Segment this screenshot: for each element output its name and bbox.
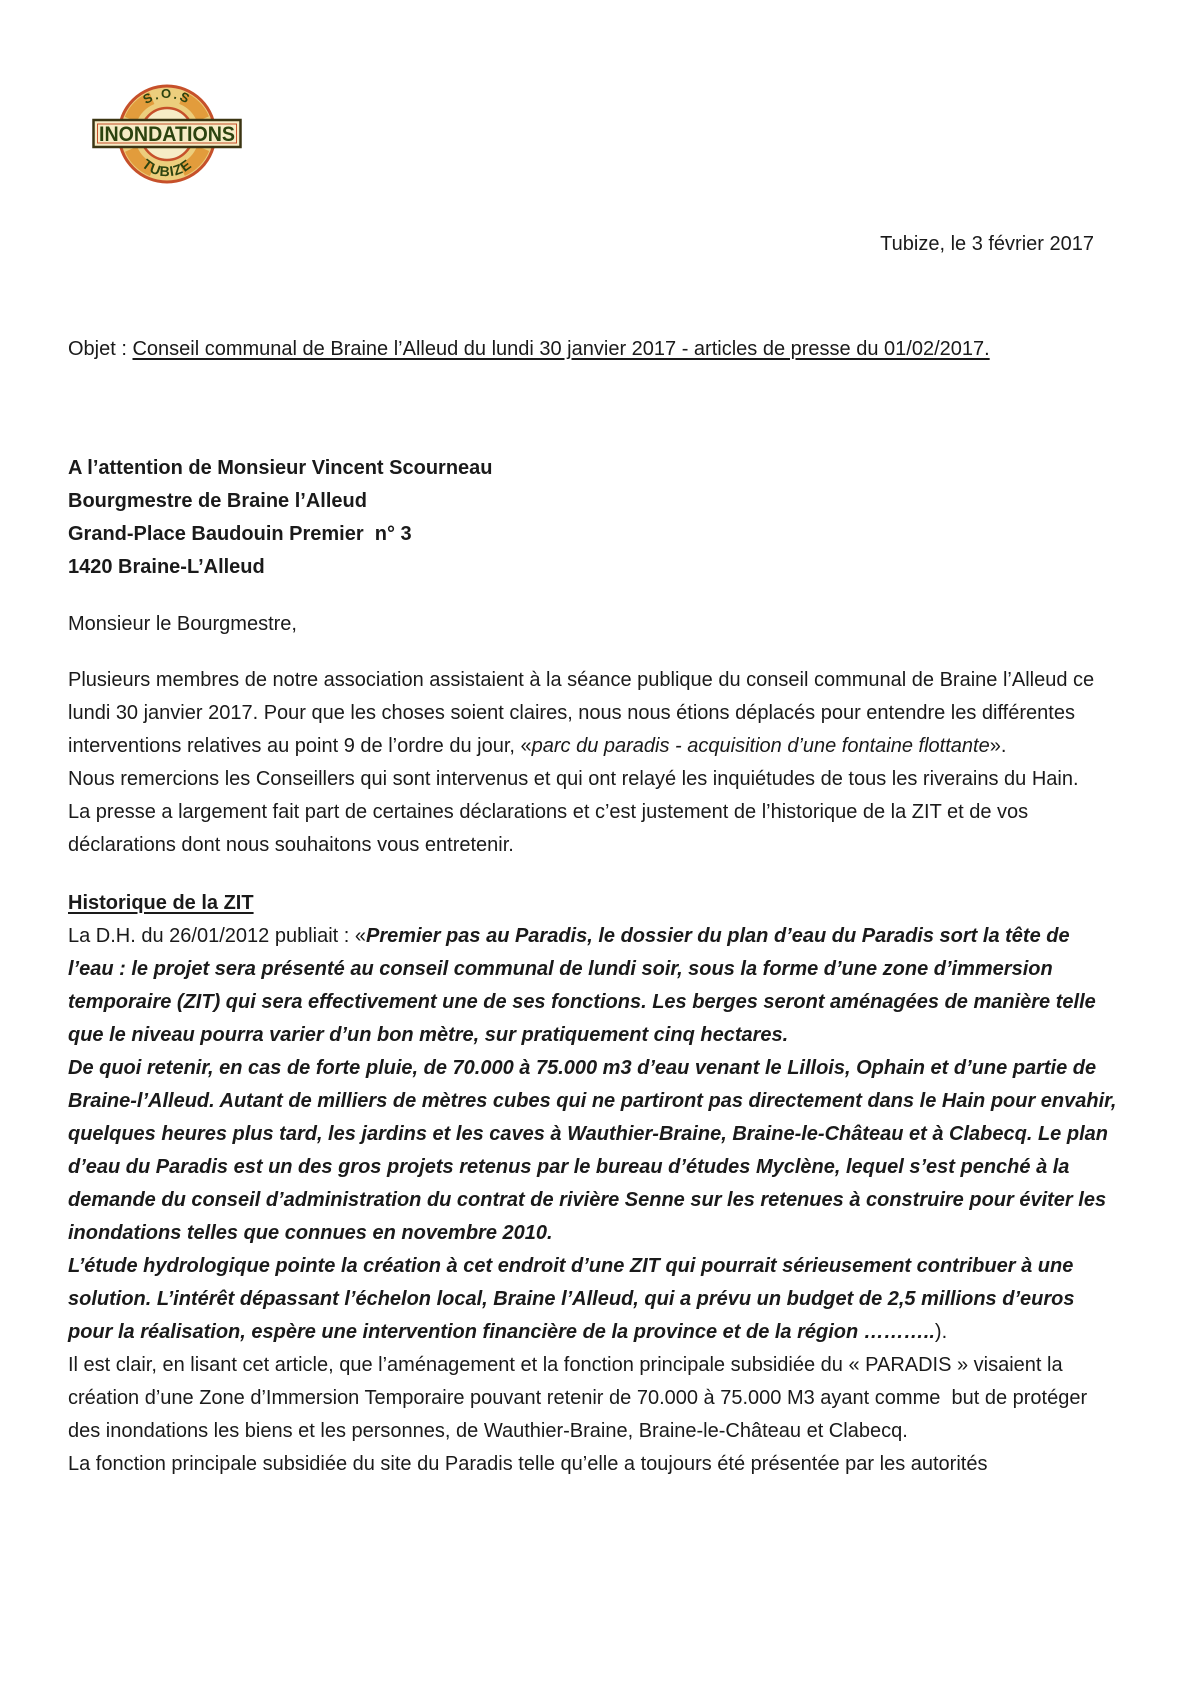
recipient-line: Bourgmestre de Braine l’Alleud [68,490,367,512]
subject-line [68,333,1120,366]
body-paragraph [68,763,1120,796]
text-run: Premier pas au Paradis, le dossier du plan d’eau du Paradis sort la tête de l’eau : le projet sera présenté au conseil communal de lundi soir, sous la forme d’une zone d’immersion temporaire (ZIT) qui sera effectivement une de ses fonctions. Les berges seront aménagées de manière telle que le niveau pourra varier d’un bon mètre, sur pratiquement cinq hectares. [68,925,1102,1046]
text-run: Il est clair, en lisant cet article, que l’aménagement et la fonction principale subsidiée du « PARADIS » visaient la création d’une Zone d’Immersion Temporaire pouvant retenir de 70.000 à 75.000 M3 ayant comme but de protéger des inondations les biens et les personnes, de Wauthier-Braine, Braine-le-Château et Clabecq. [68,1354,1093,1442]
body-paragraph [68,1052,1120,1250]
date-line: Tubize, le 3 février 2017 [880,233,1094,255]
logo-bottom-text: TUBIZE [139,155,195,180]
logo-banner-text: INONDATIONS [99,123,235,146]
salutation: Monsieur le Bourgmestre, [68,613,297,635]
letter-content [68,0,1120,1481]
recipient-line: Grand-Place Baudouin Premier n° 3 [68,523,412,545]
body-paragraph [68,1250,1120,1349]
text-run: Nous remercions les Conseillers qui sont intervenus et qui ont relayé les inquiétudes de tous les riverains du Hain. [68,768,1079,790]
body-paragraph [68,1448,1120,1481]
body-paragraph [68,920,1120,1052]
text-run: La D.H. du 26/01/2012 publiait : « [68,925,366,947]
recipient-line: A l’attention de Monsieur Vincent Scourneau [68,457,493,479]
subject-text: Conseil communal de Braine l’Alleud du lundi 30 janvier 2017 - articles de presse du 01/02/2017. [132,338,990,360]
body-paragraph [68,796,1120,862]
text-run: La fonction principale subsidiée du site du Paradis telle qu’elle a toujours été présentée par les autorités [68,1453,988,1475]
text-run: Plusieurs membres de notre association assistaient à la séance publique du conseil communal de Braine l’Alleud ce lundi 30 janvier 2017. Pour que les choses soient claires, nous nous étions déplacés pour entendre les différentes interventions relatives au point 9 de l’ordre du jour, « [68,669,1100,757]
recipient-block [68,452,1120,584]
text-run: La presse a largement fait part de certaines déclarations et c’est justement de l’historique de la ZIT et de vos déclarations dont nous souhaitons vous entretenir. [68,801,1034,856]
body-paragraph [68,1349,1120,1448]
recipient-line: 1420 Braine-L’Alleud [68,556,265,578]
logo-top-text: S.O.S [140,85,194,107]
text-run: parc du paradis - acquisition d’une fontaine flottante [531,735,990,757]
text-run: L’étude hydrologique pointe la création à cet endroit d’une ZIT qui pourrait sérieusement contribuer à une solution. L’intérêt dépassant l’échelon local, Braine l’Alleud, qui a prévu un budget de 2,5 millions d’euros pour la réalisation, espère une intervention financière de la province et de la région ……….. [68,1255,1081,1343]
text-run: De quoi retenir, en cas de forte pluie, de 70.000 à 75.000 m3 d’eau venant le Lillois, Ophain et d’une partie de Braine-l’Alleud. Autant de milliers de mètres cubes qui ne partiront pas directement dans le Hain pour envahir, quelques heures plus tard, les jardins et les caves à Wauthier-Braine, Braine-le-Château et à Clabecq. Le plan d’eau du Paradis est un des gros projets retenus par le bureau d’études Myclène, lequel s’est penché à la demande du conseil d’administration du contrat de rivière Senne sur les retenues à construire pour éviter les inondations telles que connues en novembre 2010. [68,1057,1122,1244]
text-run: ). [934,1321,948,1343]
text-run: ». [989,735,1007,757]
subject-label: Objet : [68,338,133,360]
letter-body [68,664,1120,1481]
section-heading: Historique de la ZIT [68,892,254,914]
body-paragraph [68,664,1120,763]
